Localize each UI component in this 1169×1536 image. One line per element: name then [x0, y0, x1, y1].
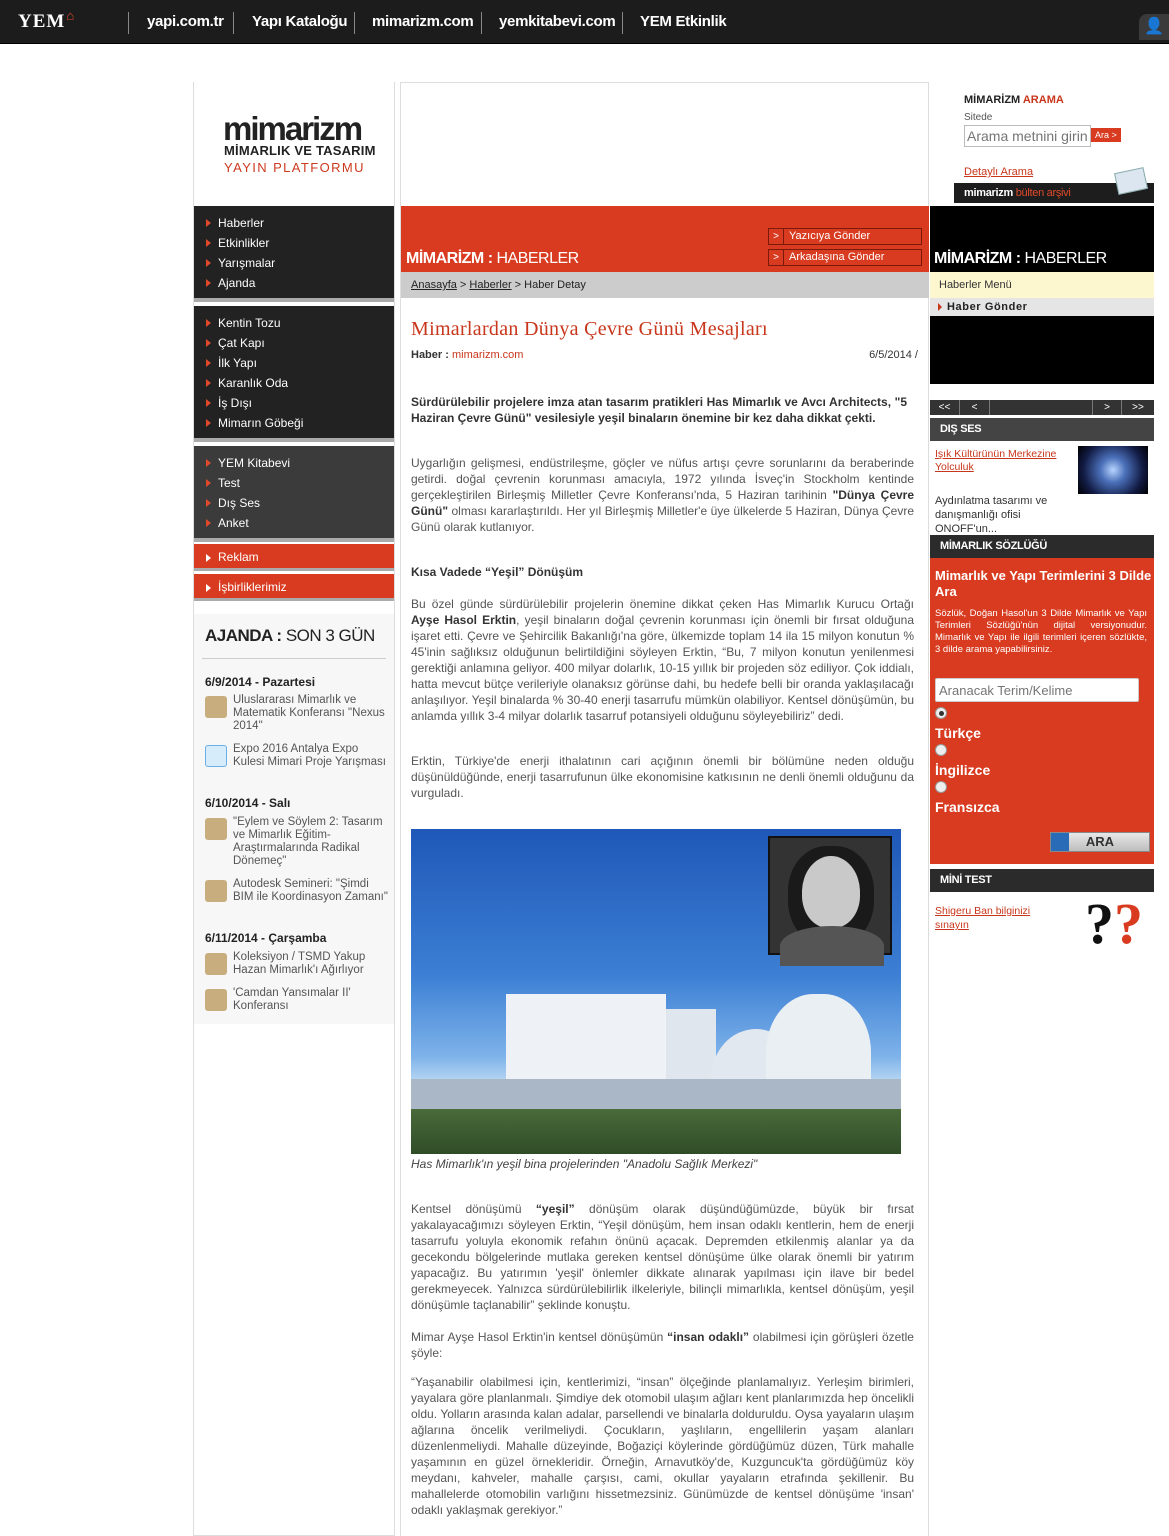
right-news-title: MİMARİZM : HABERLER	[934, 250, 1107, 267]
house-icon: ⌂	[66, 8, 76, 23]
nav-item-isbirliklerimiz[interactable]: İşbirliklerimiz	[194, 574, 394, 601]
top-bar	[0, 0, 1169, 44]
divider	[128, 12, 129, 34]
brand-line2: YAYIN PLATFORMU	[224, 160, 365, 175]
topbar-link-etkinlik[interactable]: YEM Etkinlik	[640, 13, 727, 30]
news-header-title: MİMARİZM : HABERLER	[406, 250, 579, 267]
search-button[interactable]: Ara >	[1091, 128, 1121, 142]
event-icon	[205, 989, 227, 1011]
article-date: 6/5/2014 /	[869, 349, 918, 361]
expo-icon	[205, 745, 227, 767]
article-paragraph: Uygarlığın gelişmesi, endüstrileşme, göçler ve nüfus artışı çevre sorunlarını da beraberinde getirdi. doğal çevrenin korunması amacıyla, 1972 yılında İsveç'in Stockholm kentinde gerçekleştirilen Birleşmiş Milletler Çevre Konferansı'nda, 5 Haziran tarihinin "Dünya Çevre Günü" olması kararlaştırıldı. Her yıl Birleşmiş Milletler'e üye ülkelerde 5 Haziran, Dünya Çevre Günü olarak kutlanıyor.	[411, 456, 915, 534]
nav-group-extra	[194, 446, 394, 542]
dictionary-search-input[interactable]	[935, 678, 1139, 702]
radio-selected-icon[interactable]	[935, 707, 947, 719]
nav-item-haberler[interactable]: Haberler	[194, 213, 394, 233]
nav-item-is-disi[interactable]: İş Dışı	[194, 393, 394, 413]
article-lead: Sürdürülebilir projelere imza atan tasarım pratikleri Has Mimarlık ve Avcı Architects, "5 Haziran Çevre Günü" vesilesiyle yeşil binaların önemine bir kez daha dikkat çekti.	[411, 395, 907, 425]
nav-item-mimarin-gobegi[interactable]: Mimarın Göbeği	[194, 413, 394, 433]
pager-last[interactable]: >>	[1132, 402, 1144, 413]
pager-next[interactable]: >	[1092, 400, 1122, 415]
dictionary-description: Sözlük, Doğan Hasol'un 3 Dilde Mimarlık ve Yapı Terimleri Sözlüğü'nün dijital versiyonudur. Mimarlık ve Yapı ile ilgili terimleri içeren sözlükte, 3 dilde arama yapabilirsiniz.	[935, 608, 1147, 655]
print-button[interactable]: > Yazıcıya Gönder	[768, 228, 922, 245]
pager-first[interactable]: <<	[930, 400, 960, 415]
send-news-link[interactable]: Haber Gönder	[930, 298, 1154, 316]
question-marks-icon: ??	[1085, 891, 1143, 956]
event-icon	[205, 953, 227, 975]
brand-line1: MİMARLIK VE TASARIM	[224, 143, 376, 158]
article-paragraph: Mimar Ayşe Hasol Erktin'in kentsel dönüşümün “insan odaklı” olabilmesi için görüşleri özetle şöyle:	[411, 1330, 914, 1360]
dictionary-heading: Mimarlık ve Yapı Terimlerini 3 Dilde Ara	[935, 568, 1152, 599]
mini-test-title: MİNİ TEST	[930, 869, 1154, 892]
search-scope-label: Sitede	[964, 112, 993, 123]
photo-caption: Has Mimarlık'ın yeşil bina projelerinden "Anadolu Sağlık Merkezi"	[411, 1157, 758, 1171]
nav-item-yem-kitabevi[interactable]: YEM Kitabevi	[194, 453, 394, 473]
ajanda-event[interactable]: "Eylem ve Söylem 2: Tasarım ve Mimarlık Eğitim-Araştırmalarında Radikal Dönemeç"	[205, 816, 390, 872]
ajanda-title: AJANDA : SON 3 GÜN	[205, 626, 375, 645]
breadcrumb: Anasayfa > Haberler > Haber Detay	[401, 272, 929, 298]
divider	[622, 12, 623, 34]
lang-option-fransizca[interactable]: Fransızca	[935, 799, 1000, 815]
nav-item-karanlik-oda[interactable]: Karanlık Oda	[194, 373, 394, 393]
nav-group-main	[194, 206, 394, 302]
lang-option-turkce[interactable]: Türkçe	[935, 725, 981, 741]
dictionary-box	[930, 558, 1154, 864]
dis-ses-text: Aydınlatma tasarımı ve danışmanlığı ofisi ONOFF'un...	[935, 495, 1048, 535]
bulletin-archive-link[interactable]: mimarizm bülten arşivi	[954, 183, 1154, 203]
divider	[202, 658, 386, 659]
radio-icon[interactable]	[935, 781, 947, 793]
grass	[411, 1109, 901, 1154]
ajanda-date: 6/9/2014 - Pazartesi	[205, 675, 316, 689]
nav-item-ilk-yapi[interactable]: İlk Yapı	[194, 353, 394, 373]
main-content	[400, 82, 929, 1536]
ajanda-event[interactable]: Autodesk Semineri: "Şimdi BIM ile Koordinasyon Zamanı"	[205, 878, 390, 920]
nav-item-ajanda[interactable]: Ajanda	[194, 273, 394, 293]
sozluk-title: MİMARLIK SÖZLÜĞÜ	[930, 535, 1154, 558]
slider-pager	[930, 384, 1154, 415]
divider	[481, 12, 482, 34]
ajanda-box	[194, 614, 394, 1024]
ajanda-event[interactable]: Expo 2016 Antalya Expo Kulesi Mimari Proje Yarışması	[205, 743, 390, 785]
mini-test-link[interactable]: Shigeru Ban bilginizi sınayın	[935, 905, 1031, 931]
dis-ses-thumbnail[interactable]	[1078, 446, 1148, 494]
article-paragraph: Bu özel günde sürdürülebilir projelerin önemine dikkat çeken Has Mimarlık Kurucu Ortağı Ayşe Hasol Erktin, yeşil binaların doğal çevrenin korunması için önemli bir fırsat olduğuna işaret etti. Çevre ve Şehircilik Bakanlığı'na göre, ülkemizde toplam 14 ila 15 milyon konutun % 45'inin sağlıksız olduğunun belirtildiğini söyleyen Erktin, “Bu, 7 milyon konutun yenilenmesi gerektiği anlamına geliyor. 400 milyar dolarlık, 10-15 yıllık bir projeden söz ediliyor. Çok iddialı, hatta mevcut bütçe verileriyle olanaksız görünse dahi, bu hedefe belli bir oranda yaklaşılacağı anlaşılıyor. Yeşil binalarda % 30-40 enerji tasarrufu mümkün olabiliyor. Kentsel dönüşümün, bu anlamda yıllık 3-4 milyar dolarlık tasarruf potansiyeli olduğunu söyleyebiliriz” dedi.	[411, 597, 914, 723]
portrait-photo	[768, 836, 892, 955]
dis-ses-box	[930, 444, 1154, 536]
add-user-icon[interactable]: 👤	[1139, 14, 1169, 40]
ajanda-date: 6/10/2014 - Salı	[205, 796, 291, 810]
nav-item-dis-ses[interactable]: Dış Ses	[194, 493, 394, 513]
dis-ses-title: DIŞ SES	[930, 418, 1154, 441]
right-news-header	[930, 206, 1154, 272]
nav-item-etkinlikler[interactable]: Etkinlikler	[194, 233, 394, 253]
ajanda-event[interactable]: Koleksiyon / TSMD Yakup Hazan Mimarlık'ı Ağırlıyor	[205, 951, 390, 981]
nav-item-cat-kapi[interactable]: Çat Kapı	[194, 333, 394, 353]
nav-item-kentin-tozu[interactable]: Kentin Tozu	[194, 313, 394, 333]
article-title: Mimarlardan Dünya Çevre Günü Mesajları	[411, 318, 768, 340]
news-menu-label: Haberler Menü	[930, 272, 1154, 298]
topbar-link-yemkitabevi[interactable]: yemkitabevi.com	[499, 13, 616, 30]
brand-name: mimarizm	[223, 110, 362, 147]
divider	[233, 12, 234, 34]
divider	[354, 12, 355, 34]
yem-logo[interactable]: YEM⌂	[18, 8, 76, 32]
ajanda-event[interactable]: 'Camdan Yansımalar II' Konferansı	[205, 987, 390, 1017]
nav-item-yarismalar[interactable]: Yarışmalar	[194, 253, 394, 273]
radio-icon[interactable]	[935, 744, 947, 756]
ajanda-event[interactable]: Uluslararası Mimarlık ve Matematik Konferansı "Nexus 2014"	[205, 694, 390, 736]
article-source[interactable]: mimarizm.com	[451, 349, 524, 361]
detailed-search-link[interactable]: Detaylı Arama	[964, 166, 1034, 178]
article-paragraph: “Yaşanabilir olabilmesi için, kentlerimizi, “insan” ölçeğinde planlamalıyız. Yerleşim birimleri, yayalara göre planlanmalı. Şimdiye dek otomobil ulaşım ağları kent planlarımızda hep öncelikli oldu. Yolların arasında kalan adalar, parsellendi ve binalarla dolduruldu. Oysa yayaların ulaşım ağlarına öncelik verilmeliydi. Çocukların, yaşlıların, engellilerin yaşam alanları düzenlenmeliydi. Mahalle düzeyinde, Boğaziçi köylerinde gördüğümüz düzen, Türk mahalle yaşamının en güzel örnekleridir. Örneğin, Arnavutköy'de, Kuzguncuk'ta gördüğümüz köy meydanı, kahveler, mahalle çarşısı, cami, okullar yayaların etrafında şekillenir. Bu mahallelerde otomobilin varlığını hissetmezsiniz. Günümüzde de kentsel dönüşüme 'insan' odaklı yaklaşmak gerekiyor.”	[411, 1375, 914, 1517]
breadcrumb-news[interactable]: Haberler	[469, 279, 512, 291]
mini-test-box	[930, 892, 1154, 972]
article-meta: Haber : mimarizm.com 6/5/2014 /	[411, 349, 918, 361]
event-icon	[205, 818, 227, 840]
article-subheading: Kısa Vadede “Yeşil” Dönüşüm	[411, 565, 584, 579]
pager-prev[interactable]: <	[960, 400, 990, 415]
topbar-link-mimarizm[interactable]: mimarizm.com	[372, 13, 474, 30]
news-header	[401, 206, 929, 272]
article-photo[interactable]	[411, 829, 901, 1154]
nav-item-test[interactable]: Test	[194, 473, 394, 493]
topbar-link-katalog[interactable]: Yapı Kataloğu	[252, 13, 348, 30]
event-icon	[205, 696, 227, 718]
breadcrumb-home[interactable]: Anasayfa	[411, 279, 457, 291]
search-title: MİMARİZM ARAMA	[964, 94, 1064, 106]
nav-item-anket[interactable]: Anket	[194, 513, 394, 533]
event-icon	[205, 880, 227, 902]
lang-option-ingilizce[interactable]: İngilizce	[935, 762, 990, 778]
article-paragraph: Erktin, Türkiye'de enerji ithalatının cari açığının önemli bir bölümüne neden olduğu düşünüldüğünde, enerji tasarrufunun ülke ekonomisine katkısının ne denli önemli olduğunu da vurguladı.	[411, 754, 914, 800]
dis-ses-link[interactable]: Işık Kültürünün Merkezine Yolculuk	[935, 448, 1057, 473]
mimarizm-logo[interactable]	[193, 82, 395, 204]
site-search	[930, 82, 1154, 204]
article-paragraph: Kentsel dönüşümü “yeşil” dönüşüm olarak düşündüğümüzde, büyük bir fırsat yakalayacağımızı söyleyen Erktin, “Yeşil dönüşüm, hem insan odaklı kentlerin, hem de enerji tasarrufu yoluyla ekonomik refahın önünü açacak. Depremden etkilenmiş alanlar ya da gecekondu bölgelerinde mutlaka gereken kentsel dönüşüme ülke olarak önemli bir yatırım yapacağız. Bu yatırımın 'yeşil' önlemler dikkate alınarak yapılması için ilave bir bedel gerekmeyecek. Yalnızca sürdürülebilirlik ilkeleriyle, bilinçli mimarlıkla, kentsel dönüşüm, yeşil dönüşümle taçlanabilir” şeklinde konuştu.	[411, 1202, 914, 1312]
dictionary-search-button[interactable]: ARA	[1050, 832, 1150, 852]
news-slider	[930, 316, 1154, 384]
nav-group-columns	[194, 306, 394, 442]
send-to-friend-button[interactable]: > Arkadaşına Gönder	[768, 249, 922, 266]
topbar-link-yapi[interactable]: yapi.com.tr	[147, 13, 224, 30]
ajanda-date: 6/11/2014 - Çarşamba	[205, 931, 327, 945]
nav-item-reklam[interactable]: Reklam	[194, 544, 394, 571]
search-input[interactable]	[964, 125, 1091, 147]
